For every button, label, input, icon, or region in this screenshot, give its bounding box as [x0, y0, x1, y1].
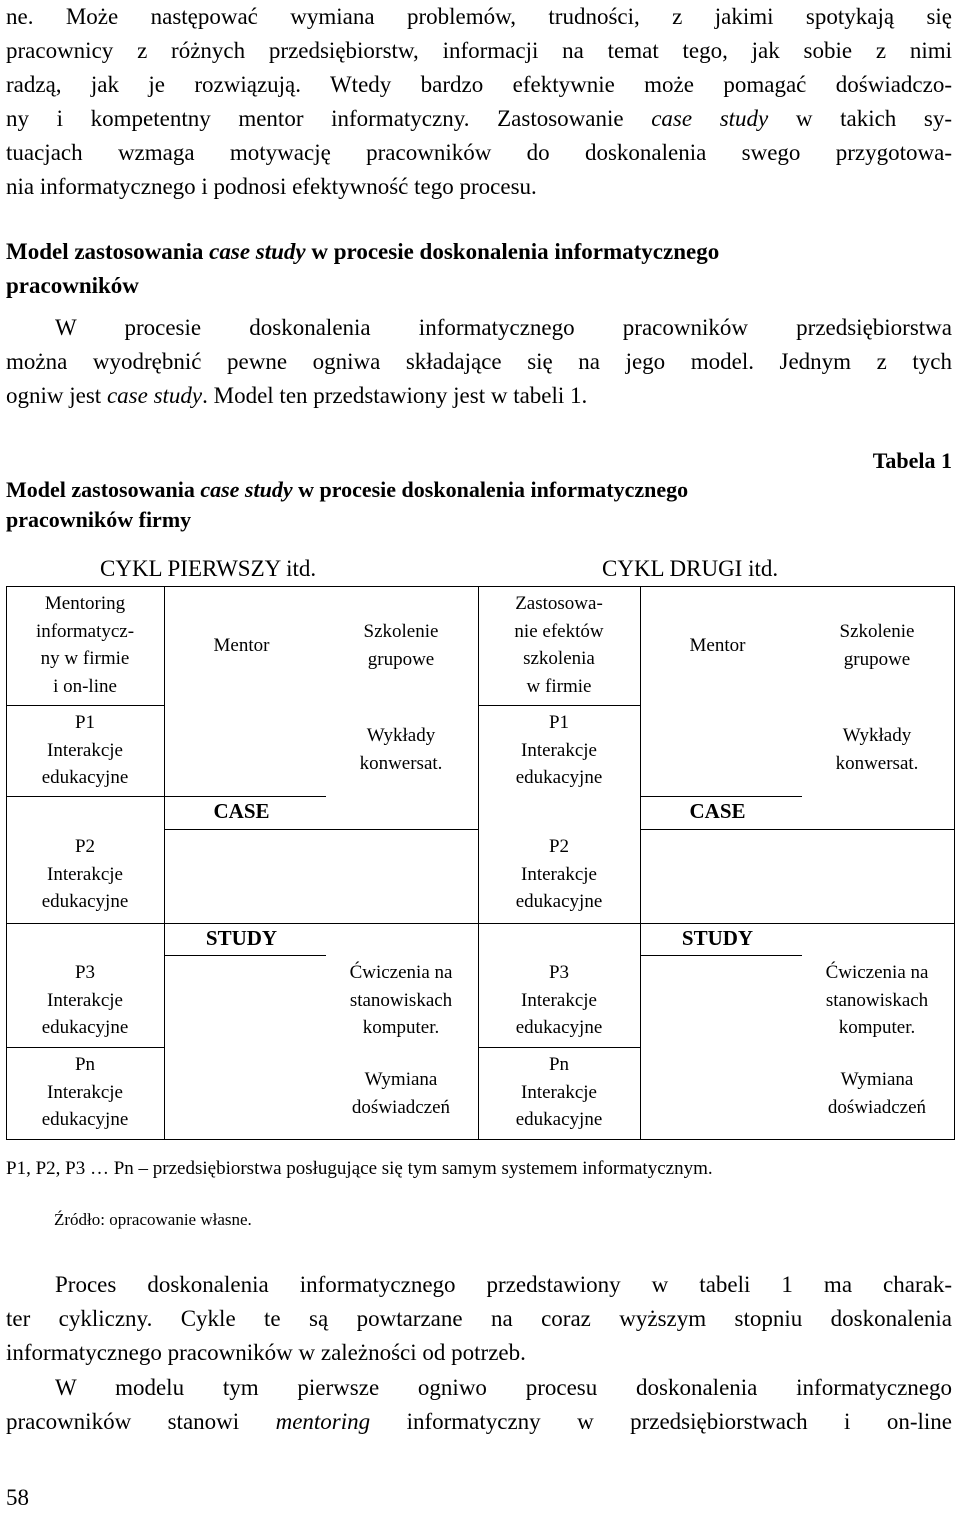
col4-sep-3: [478, 1047, 640, 1048]
cell-wymiana-left-line-2: doświadczeń: [351, 1096, 451, 1118]
cell-wymiana-right-line-1: Wymiana: [840, 1069, 914, 1090]
section-para-line-1: W procesie doskonalenia informatycznego pracowników przedsiębiorstwa: [55, 315, 952, 340]
intro-case-study-italic: case study: [651, 106, 769, 131]
case-band-line-3: [640, 796, 802, 797]
cell-case-left: CASE: [213, 799, 270, 823]
cell-p1-right-line-2: Interakcje: [521, 739, 597, 761]
cell-p3-left-line-2: Interakcje: [47, 989, 123, 1011]
table-col-divider-2: [640, 586, 641, 1140]
cell-wyklady-right-line-2: konwersat.: [835, 752, 919, 774]
cell-pn-right: [478, 1051, 640, 1134]
intro-line-6: nia informatycznego i podnosi efektywność tego procesu.: [6, 174, 537, 199]
case-band-line-4: [640, 829, 954, 830]
cell-p2-right-line-1: P2: [548, 836, 570, 857]
section-heading-post: w procesie doskonalenia informatycznego: [311, 239, 720, 264]
cycle-first-heading: CYKL PIERWSZY itd.: [100, 556, 317, 581]
section-para-3-pre: ogniw jest: [6, 383, 102, 408]
cell-zastosowanie-line-1: Zastosowa-: [515, 593, 603, 614]
intro-line-2: pracownicy z różnych przedsiębiorstw, informacji na temat tego, jak sobie z nimi: [6, 38, 952, 63]
intro-line-3: radzą, jak je rozwiązują. Wtedy bardzo efektywnie może pomagać doświadczo-: [6, 72, 952, 97]
intro-line-1: ne. Może następować wymiana problemów, trudności, z jakimi spotykają się: [6, 4, 952, 29]
cell-p2-left-line-1: P2: [74, 836, 96, 857]
cell-zastosowanie: [478, 590, 640, 700]
closing-line-5-pre: pracowników stanowi: [6, 1409, 240, 1434]
case-band-line-1: [164, 796, 326, 797]
section-para-line-3: [6, 379, 952, 413]
closing-line-5-post: informatyczny w przedsiębiorstwach i on-line: [406, 1409, 953, 1434]
cell-p1-left-line-2: Interakcje: [47, 739, 123, 761]
table-caption-line-2: pracowników firmy: [6, 507, 192, 532]
col4-sep-2: [478, 923, 640, 924]
study-band-line-1: [164, 923, 478, 924]
cell-wyklady-left: [326, 722, 476, 777]
table-right-border: [954, 586, 955, 1140]
cell-pn-left-line-3: edukacyjne: [41, 1109, 129, 1130]
section-heading-line-2: pracowników: [6, 273, 139, 298]
cell-cwiczenia-right-line-2: stanowiskach: [825, 989, 929, 1011]
cell-pn-left-line-2: Interakcje: [47, 1081, 123, 1103]
cell-szkolenie-left-line-2: grupowe: [367, 648, 435, 670]
section-heading: [6, 235, 952, 269]
cell-cwiczenia-left-line-2: stanowiskach: [349, 989, 453, 1011]
cell-p3-left-line-1: P3: [74, 962, 96, 983]
cell-cwiczenia-right: [802, 959, 952, 1042]
cell-study-right: STUDY: [681, 926, 754, 950]
table-caption-pre: Model zastosowania: [6, 477, 195, 502]
cell-p1-right-line-1: P1: [548, 712, 570, 733]
study-band-line-2: [164, 955, 326, 956]
cell-p2-left: [6, 833, 164, 916]
cell-zastosowanie-line-2: nie efektów: [514, 620, 604, 642]
cell-p1-right: [478, 709, 640, 792]
table-caption-italic: case study: [200, 477, 293, 502]
closing-line-5: [6, 1405, 952, 1439]
intro-line-5: tuacjach wzmaga motywację pracowników do doskonalenia swego przygotowa-: [6, 140, 952, 165]
cell-p2-left-line-3: edukacyjne: [41, 891, 129, 912]
cell-wymiana-right: [802, 1066, 952, 1121]
closing-line-3: informatycznego pracowników w zależności od potrzeb.: [6, 1340, 526, 1365]
intro-line-4-end: w takich sy-: [795, 106, 953, 131]
cell-wyklady-left-line-1: Wykłady: [366, 725, 436, 746]
cell-p3-right: [478, 959, 640, 1042]
cell-cwiczenia-left: [326, 959, 476, 1042]
study-band-line-4: [640, 955, 802, 956]
col1-sep-4: [6, 1047, 164, 1048]
cell-pn-right-line-3: edukacyjne: [515, 1109, 603, 1130]
cell-pn-left: [6, 1051, 164, 1134]
cell-case-right: CASE: [689, 799, 746, 823]
cell-wyklady-right-line-1: Wykłady: [842, 725, 912, 746]
intro-line-4-tail: Zastosowanie: [497, 106, 624, 131]
cell-study-left: STUDY: [205, 926, 278, 950]
cell-pn-left-line-1: Pn: [74, 1054, 96, 1075]
section-para-3-post: . Model ten przedstawiony jest w tabeli 1.: [202, 383, 588, 408]
table-top-border: [6, 586, 954, 587]
cell-p3-right-line-1: P3: [548, 962, 570, 983]
cell-cwiczenia-right-line-1: Ćwiczenia na: [825, 962, 929, 983]
cell-mentor-left: Mentor: [213, 635, 270, 656]
cell-pn-right-line-2: Interakcje: [521, 1081, 597, 1103]
cell-p2-right: [478, 833, 640, 916]
cell-p3-left-line-3: edukacyjne: [41, 1017, 129, 1038]
cell-zastosowanie-line-3: szkolenia: [523, 648, 595, 669]
cell-p3-right-line-3: edukacyjne: [515, 1017, 603, 1038]
intro-line-4-text: ny i kompetentny mentor informatyczny.: [6, 106, 470, 131]
table-col-divider-1: [164, 586, 165, 1140]
cell-mentoring-line-1: Mentoring: [44, 593, 126, 614]
cell-mentor-right: Mentor: [689, 635, 746, 656]
closing-line-2: ter cykliczny. Cykle te są powtarzane na coraz wyższym stopniu doskonalenia: [6, 1306, 952, 1331]
cell-p2-right-line-2: Interakcje: [521, 863, 597, 885]
table-caption: [6, 477, 688, 503]
table-bottom-border: [6, 1139, 954, 1140]
cell-p1-left-line-3: edukacyjne: [41, 767, 129, 788]
col1-sep-2: [6, 796, 164, 797]
cell-zastosowanie-line-4: w firmie: [526, 675, 592, 697]
table-legend: P1, P2, P3 … Pn – przedsiębiorstwa posługujące się tym samym systemem informatycznym.: [6, 1158, 713, 1179]
cell-p3-right-line-2: Interakcje: [521, 989, 597, 1011]
cell-cwiczenia-left-line-1: Ćwiczenia na: [349, 962, 453, 983]
cell-wymiana-left: [326, 1066, 476, 1121]
cell-mentoring-line-3: ny w firmie: [40, 648, 130, 669]
cell-szkolenie-right-line-1: Szkolenie: [839, 621, 915, 642]
cell-p1-left: [6, 709, 164, 792]
intro-line-4: [6, 102, 952, 136]
section-para-line-2: można wyodrębnić pewne ogniwa składające się na jego model. Jednym z tych: [6, 349, 952, 374]
section-para-3-italic: case study: [106, 383, 203, 408]
cell-p2-left-line-2: Interakcje: [47, 863, 123, 885]
col1-sep-3: [6, 923, 164, 924]
cell-wymiana-right-line-2: doświadczeń: [827, 1096, 927, 1118]
cell-szkolenie-left: [326, 618, 476, 673]
cell-wymiana-left-line-1: Wymiana: [364, 1069, 438, 1090]
table-source: Źródło: opracowanie własne.: [54, 1210, 252, 1229]
cell-szkolenie-right: [802, 618, 952, 673]
cell-szkolenie-right-line-2: grupowe: [843, 648, 911, 670]
section-heading-italic: case study: [209, 239, 306, 264]
page-number: 58: [6, 1485, 29, 1510]
closing-line-4: W modelu tym pierwsze ogniwo procesu doskonalenia informatycznego: [55, 1375, 952, 1400]
cell-mentoring: [6, 590, 164, 700]
cell-wyklady-right: [802, 722, 952, 777]
cell-pn-right-line-1: Pn: [548, 1054, 570, 1075]
cell-wyklady-left-line-2: konwersat.: [359, 752, 443, 774]
col1-sep-1: [6, 705, 164, 706]
table-label: Tabela 1: [872, 448, 952, 473]
cycle-second-heading: CYKL DRUGI itd.: [602, 556, 779, 581]
closing-mentoring-italic: mentoring: [275, 1409, 371, 1434]
cell-p1-left-line-1: P1: [74, 712, 96, 733]
study-band-line-3: [640, 923, 954, 924]
cell-mentoring-line-2: informatycz-: [35, 620, 135, 642]
cell-p3-left: [6, 959, 164, 1042]
closing-line-1: Proces doskonalenia informatycznego przedstawiony w tabeli 1 ma charak-: [55, 1272, 952, 1297]
col4-sep-1: [478, 705, 640, 706]
cell-mentoring-line-4: i on-line: [53, 675, 117, 697]
cell-cwiczenia-left-line-3: komputer.: [362, 1017, 440, 1038]
cell-p1-right-line-3: edukacyjne: [515, 767, 603, 788]
cell-p2-right-line-3: edukacyjne: [515, 891, 603, 912]
cell-szkolenie-left-line-1: Szkolenie: [363, 621, 439, 642]
section-heading-pre: Model zastosowania: [6, 239, 204, 264]
case-band-line-2: [164, 829, 478, 830]
table-caption-post: w procesie doskonalenia informatycznego: [298, 477, 689, 502]
cell-cwiczenia-right-line-3: komputer.: [838, 1017, 916, 1038]
